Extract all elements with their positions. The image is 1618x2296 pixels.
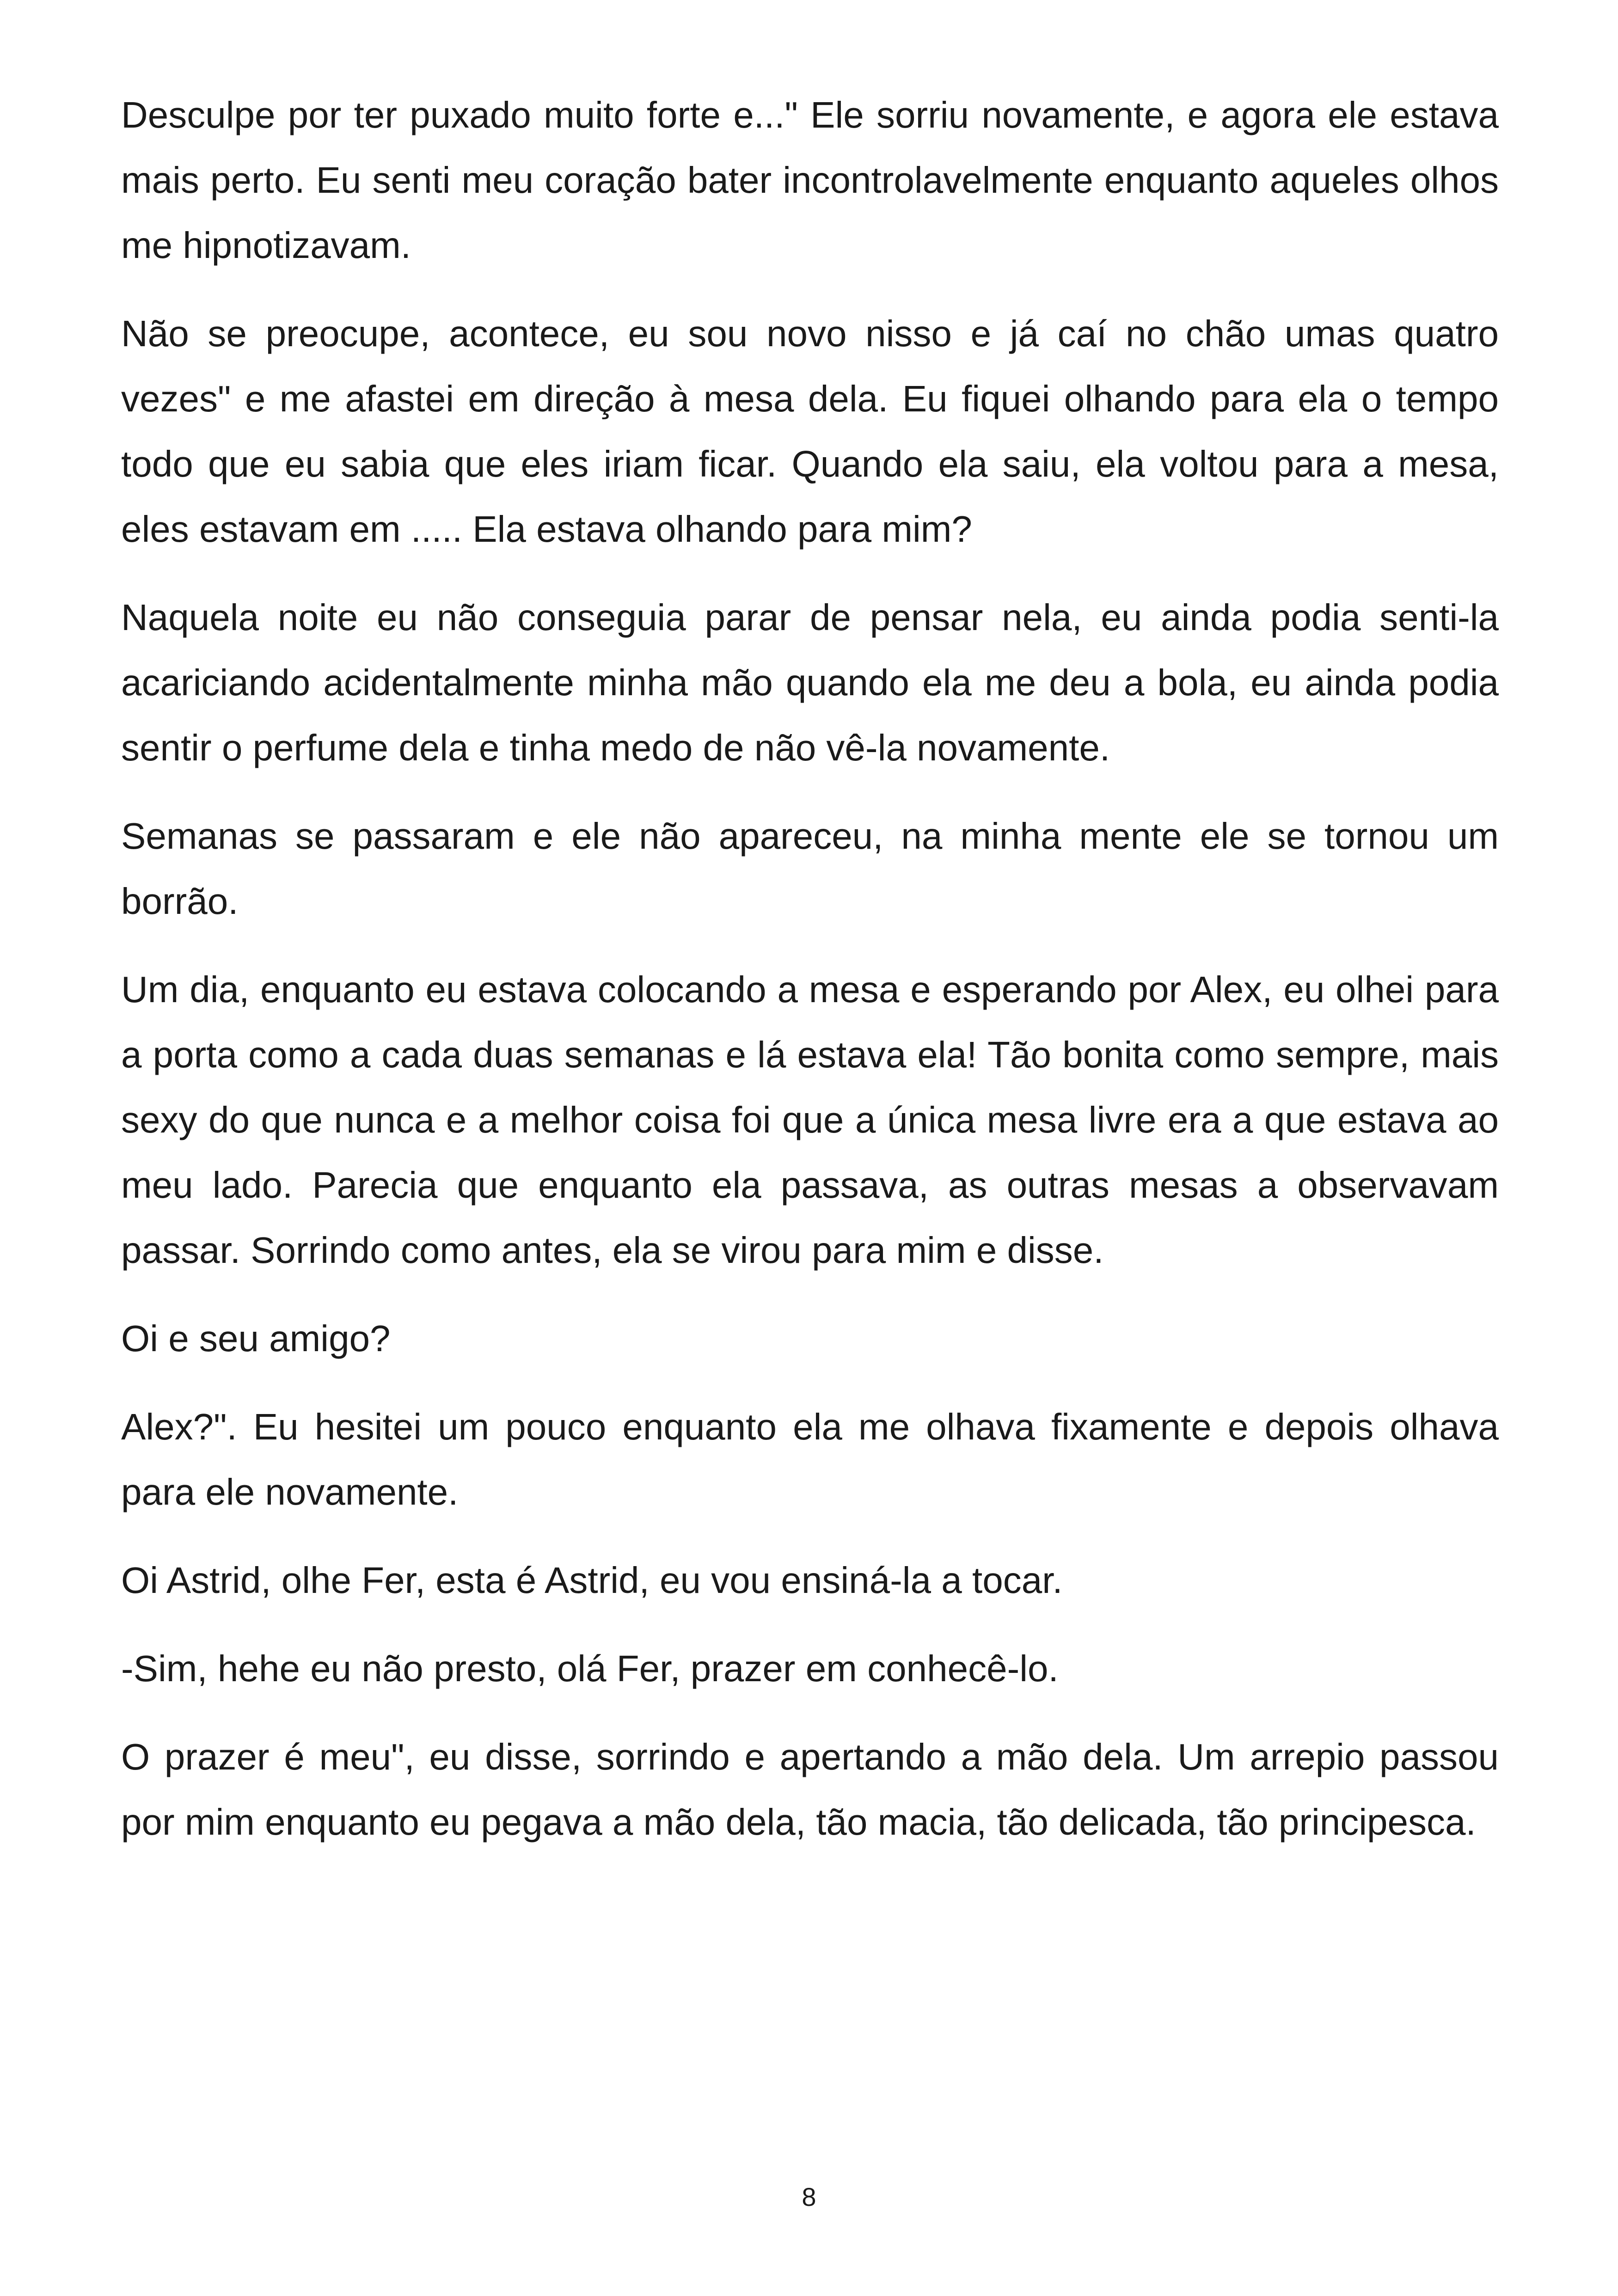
paragraph: O prazer é meu", eu disse, sorrindo e apertando a mão dela. Um arrepio passou por mim enquanto eu pegava a mão dela, tão macia, tão delicada, tão principesca. [121, 1736, 1499, 1843]
paragraph: Alex?". Eu hesitei um pouco enquanto ela me olhava fixamente e depois olhava para ele novamente. [121, 1406, 1499, 1512]
paragraph: Um dia, enquanto eu estava colocando a mesa e esperando por Alex, eu olhei para a porta como a cada duas semanas e lá estava ela! Tão bonita como sempre, mais sexy do que nunca e a melhor coisa foi que a única mesa livre era a que estava ao meu lado. Parecia que enquanto ela passava, as outras mesas a observavam passar. Sorrindo como antes, ela se virou para mim e disse. [121, 969, 1499, 1271]
body-text [121, 82, 1499, 1878]
paragraph: -Sim, hehe eu não presto, olá Fer, prazer em conhecê-lo. [121, 1648, 1059, 1689]
paragraph: Oi Astrid, olhe Fer, esta é Astrid, eu vou ensiná-la a tocar. [121, 1560, 1063, 1601]
paragraph: Desculpe por ter puxado muito forte e..." Ele sorriu novamente, e agora ele estava mais perto. Eu senti meu coração bater incontrolavelmente enquanto aqueles olhos me hipnotizavam. [121, 94, 1499, 266]
paragraph: Naquela noite eu não conseguia parar de pensar nela, eu ainda podia senti-la acariciando acidentalmente minha mão quando ela me deu a bola, eu ainda podia sentir o perfume dela e tinha medo de não vê-la novamente. [121, 597, 1499, 768]
paragraph: Oi e seu amigo? [121, 1318, 391, 1359]
paragraph: Semanas se passaram e ele não apareceu, na minha mente ele se tornou um borrão. [121, 815, 1499, 922]
paragraph: Não se preocupe, acontece, eu sou novo nisso e já caí no chão umas quatro vezes" e me afastei em direção à mesa dela. Eu fiquei olhando para ela o tempo todo que eu sabia que eles iriam ficar. Quando ela saiu, ela voltou para a mesa, eles estavam em ..... Ela estava olhando para mim? [121, 313, 1499, 550]
page-number: 8 [802, 2182, 816, 2211]
